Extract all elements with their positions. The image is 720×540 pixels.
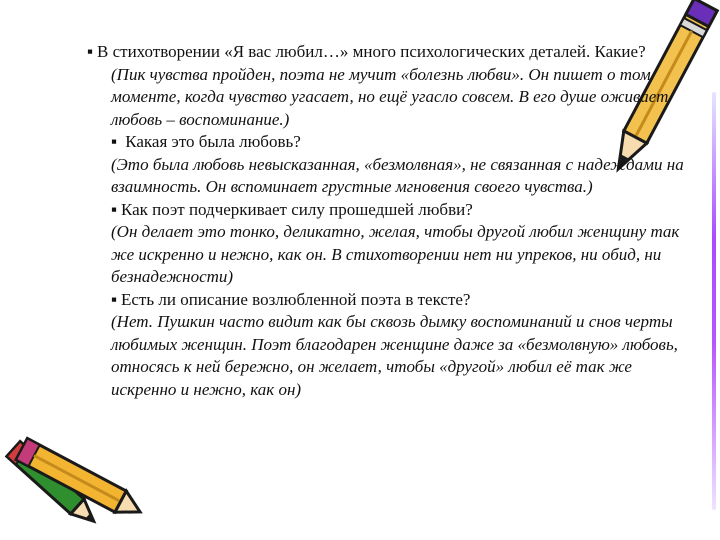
question-text: Какая это была любовь? [121,132,301,151]
question-text: Как поэт подчеркивает силу прошедшей любви? [121,199,473,219]
answer-3: (Он делает это тонко, деликатно, желая, чтобы другой любил женщину так же искренно и нежно, как он. В стихотворении нет ни упреков, ни обид, ни безнадежности) [111,222,680,286]
bullet-marker: ▪ [111,199,118,219]
question-4 [87,289,699,312]
pencil-icon [10,420,150,540]
question-text: В стихотворении «Я вас любил…» много психологических деталей. Какие? [97,42,646,61]
answer-2: (Это была любовь невысказанная, «безмолвная», не связанная с надеждами на взаимность. Он вспоминает грустные мгновения своего чувства.) [111,154,684,196]
bullet-marker: ▪ [111,289,118,309]
bullet-marker: ▪ [111,132,118,151]
question-text: Есть ли описание возлюбленной поэта в тексте? [121,289,471,309]
bullet-marker: ▪ [87,42,94,61]
question-2 [87,131,699,154]
answer-1: (Пик чувства пройден, поэта не мучит «болезнь любви». Он пишет о том моменте, когда чувство угасает, но ещё угасло совсем. В его душе оживает любовь – воспоминание.) [111,64,669,129]
question-1 [87,41,699,64]
slide-text-block [87,41,699,401]
question-3 [87,199,699,222]
answer-4: (Нет. Пушкин часто видит как бы сквозь дымку воспоминаний и снов черты любимых женщин. Поэт благодарен женщине даже за «безмолвную» любовь, относясь к ней бережно, он желает, чтобы «другой» любил её так же искренно и нежно, как он) [111,312,678,399]
